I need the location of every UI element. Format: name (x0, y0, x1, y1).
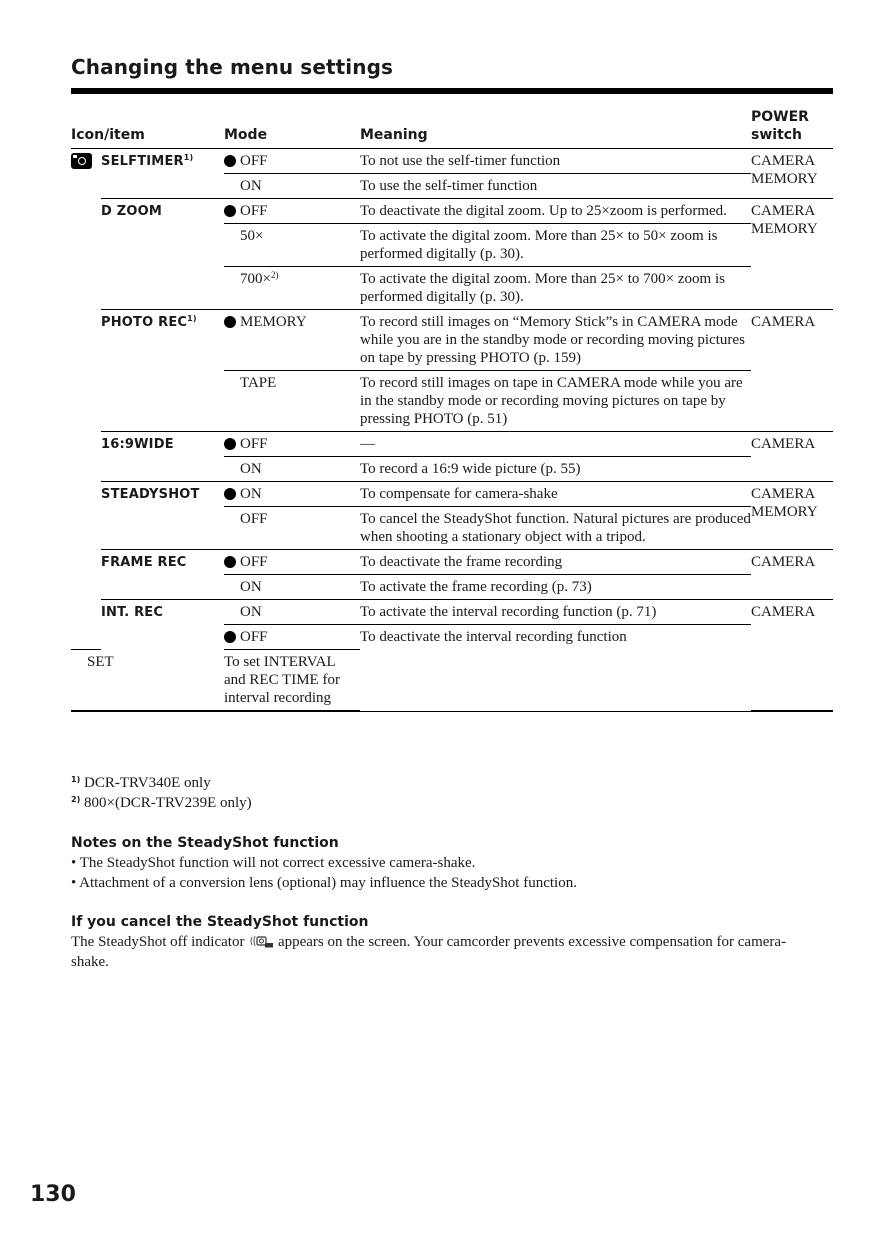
steadyshot-notes (71, 833, 791, 893)
meaning-cell: To record a 16:9 wide picture (p. 55) (360, 457, 751, 482)
mode-cell: OFF (224, 199, 360, 224)
mode-cell: MEMORY (224, 310, 360, 371)
table-row (71, 600, 833, 625)
meaning-cell: To deactivate the frame recording (360, 550, 751, 575)
notes-bullet: • Attachment of a conversion lens (optional) may influence the SteadyShot function. (71, 875, 577, 891)
header-mode: Mode (224, 108, 360, 149)
table-row (71, 482, 833, 507)
item-16-9-wide: 16:9WIDE (101, 432, 224, 482)
meaning-cell: To use the self-timer function (360, 174, 751, 199)
mode-cell: 50× (224, 224, 360, 267)
header-power-switch: POWER switch (751, 108, 833, 149)
mode-cell: OFF (224, 625, 360, 650)
power-switch-cell: CAMERA (751, 432, 833, 482)
meaning-cell: To not use the self-timer function (360, 153, 561, 169)
mode-cell: TAPE (224, 371, 360, 432)
footnote-1: $^{1)}$ DCR-TRV340E only (71, 775, 211, 791)
meaning-cell: To compensate for camera-shake (360, 482, 751, 507)
meaning-cell: To activate the digital zoom. More than 25× to 50× zoom is performed digitally (p. 30). (360, 224, 751, 267)
item-steadyshot: STEADYSHOT (101, 482, 224, 550)
page-number: 130 (30, 1182, 76, 1207)
mode-cell: OFF (224, 507, 360, 550)
power-switch-cell: CAMERA (751, 600, 833, 711)
mode-cell: ON (224, 457, 360, 482)
cancel-steadyshot-section (71, 912, 791, 972)
title-rule (71, 88, 833, 94)
page-title: Changing the menu settings (71, 55, 394, 79)
notes-bullet: • The SteadyShot function will not correct excessive camera-shake. (71, 855, 476, 871)
mode-cell: SET (71, 650, 101, 711)
meaning-cell: To cancel the SteadyShot function. Natural pictures are produced when shooting a stationary object with a tripod. (360, 507, 751, 550)
mode-cell: ON (224, 174, 360, 199)
power-switch-cell: CAMERA (751, 550, 833, 600)
footnote-2: $^{2)}$ 800×(DCR-TRV239E only) (71, 795, 252, 811)
table-row (71, 310, 833, 371)
meaning-cell: To activate the digital zoom. More than 25× to 700× zoom is performed digitally (p. 30). (360, 267, 751, 310)
item-photo-rec: PHOTO REC$^{1)}$ (101, 310, 224, 432)
meaning-cell: To activate the interval recording function (p. 71) (360, 600, 751, 625)
header-icon-item: Icon/item (71, 108, 224, 149)
steadyshot-off-icon (248, 934, 274, 948)
table-row (71, 199, 833, 224)
default-marker-icon (224, 631, 236, 643)
camera-set-icon-cell (71, 149, 101, 650)
meaning-cell: To set INTERVAL and REC TIME for interval recording (224, 650, 360, 711)
meaning-cell: — (360, 432, 751, 457)
meaning-cell: To deactivate the interval recording function (360, 625, 751, 650)
mode-cell: OFF (224, 432, 360, 457)
meaning-cell: To deactivate the digital zoom. Up to 25×zoom is performed. (360, 199, 751, 224)
mode-cell: ON (224, 600, 360, 625)
table-row (71, 550, 833, 575)
default-marker-icon (224, 155, 236, 167)
default-marker-icon (224, 205, 236, 217)
default-marker-icon (224, 316, 236, 328)
meaning-cell: To activate the frame recording (p. 73) (360, 575, 751, 600)
power-switch-cell: CAMERA MEMORY (751, 482, 833, 550)
camera-set-icon (71, 153, 92, 169)
item-selftimer: SELFTIMER$^{1)}$ (101, 153, 194, 169)
power-switch-cell: CAMERA MEMORY (751, 153, 818, 187)
default-marker-icon (224, 488, 236, 500)
mode-cell: OFF (224, 550, 360, 575)
default-marker-icon (224, 556, 236, 568)
footnotes (71, 773, 252, 813)
mode-cell: OFF (224, 149, 360, 174)
item-d-zoom: D ZOOM (101, 199, 224, 310)
mode-cell: ON (224, 482, 360, 507)
power-switch-cell: CAMERA (751, 310, 833, 432)
item-frame-rec: FRAME REC (101, 550, 224, 600)
cancel-text: The SteadyShot off indicator appears on the screen. Your camcorder prevents excessive compensation for camera-shake. (71, 934, 787, 970)
default-marker-icon (224, 438, 236, 450)
item-int-rec: INT. REC (101, 600, 224, 711)
mode-cell: ON (224, 575, 360, 600)
menu-settings-table (71, 108, 833, 712)
power-switch-cell: CAMERA MEMORY (751, 199, 833, 310)
cancel-heading: If you cancel the SteadyShot function (71, 914, 369, 930)
table-header-row (71, 108, 833, 149)
meaning-cell: To record still images on “Memory Stick”s in CAMERA mode while you are in the standby mode or recording moving pictures on tape by pressing PHOTO (p. 159) (360, 310, 751, 371)
header-meaning: Meaning (360, 108, 751, 149)
mode-cell: 700×$^{2)}$ (224, 267, 360, 310)
meaning-cell: To record still images on tape in CAMERA mode while you are in the standby mode or recording moving pictures on tape by pressing PHOTO (p. 51) (360, 371, 751, 432)
notes-heading: Notes on the SteadyShot function (71, 835, 339, 851)
table-row (71, 432, 833, 457)
table-row (71, 149, 833, 174)
